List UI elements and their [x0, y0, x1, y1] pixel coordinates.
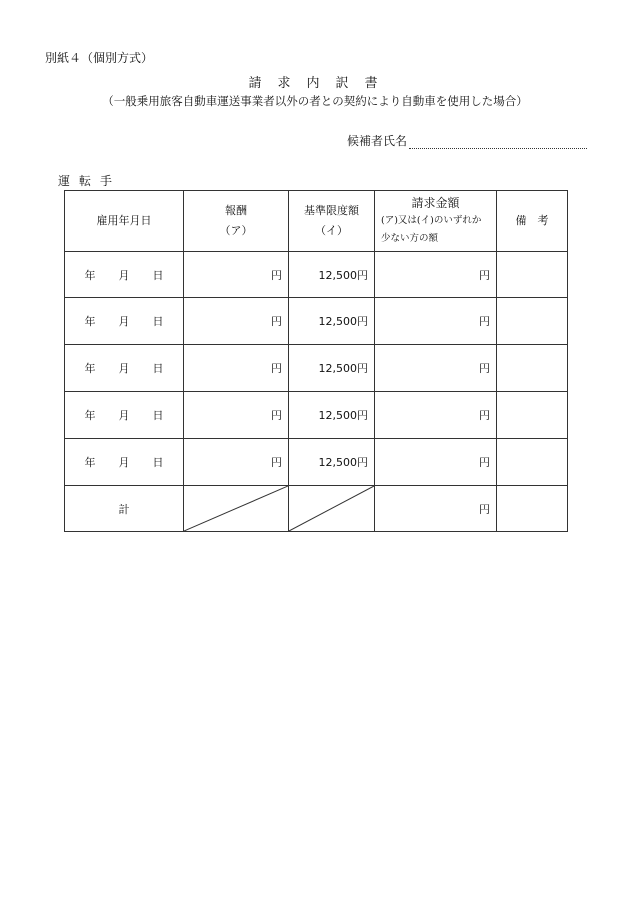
yen-unit: 円	[479, 268, 490, 282]
claim-amount-cell[interactable]	[375, 345, 497, 392]
limit-cell	[289, 439, 375, 486]
reward-cell[interactable]	[184, 345, 289, 392]
remarks-total-cell[interactable]	[497, 486, 568, 532]
month-unit: 月	[118, 362, 130, 375]
reward-total-slashed-cell	[184, 486, 289, 532]
day-unit: 日	[152, 456, 164, 469]
candidate-name-label: 候補者氏名	[347, 134, 408, 148]
table-row	[65, 298, 568, 345]
yen-unit: 円	[357, 268, 368, 282]
header-employment-date: 雇用年月日	[65, 191, 184, 252]
year-unit: 年	[84, 315, 96, 328]
limit-total-slashed-cell	[289, 486, 375, 532]
month-unit: 月	[118, 456, 130, 469]
reward-cell[interactable]	[184, 298, 289, 345]
candidate-name-line	[409, 138, 587, 149]
yen-unit: 円	[271, 315, 282, 328]
employment-date-cell[interactable]	[65, 252, 184, 298]
header-reward-sub: （ア）	[219, 224, 253, 237]
yen-unit: 円	[357, 409, 368, 422]
month-unit: 月	[118, 268, 130, 282]
yen-unit: 円	[357, 315, 368, 328]
yen-unit: 円	[271, 362, 282, 375]
header-limit	[289, 191, 375, 252]
candidate-name-field	[347, 132, 587, 149]
limit-cell	[289, 298, 375, 345]
reward-cell[interactable]	[184, 392, 289, 439]
driver-label: 運転手	[58, 174, 122, 188]
reward-cell[interactable]	[184, 252, 289, 298]
table-row	[65, 345, 568, 392]
yen-unit: 円	[479, 502, 490, 516]
remarks-cell[interactable]	[497, 439, 568, 486]
employment-date-cell[interactable]	[65, 298, 184, 345]
year-unit: 年	[84, 409, 96, 422]
header-claim-main: 請求金額	[411, 196, 460, 210]
day-unit: 日	[152, 362, 164, 375]
yen-unit: 円	[357, 456, 368, 469]
claim-breakdown-table	[64, 190, 568, 532]
total-row	[65, 486, 568, 532]
document-title: 請求内訳書	[248, 76, 394, 91]
limit-value: 12,500	[318, 456, 357, 469]
yen-unit: 円	[479, 456, 490, 469]
header-reward	[184, 191, 289, 252]
employment-date-cell[interactable]	[65, 439, 184, 486]
yen-unit: 円	[271, 268, 282, 282]
month-unit: 月	[118, 315, 130, 328]
header-remarks: 備 考	[497, 191, 568, 252]
yen-unit: 円	[479, 315, 490, 328]
day-unit: 日	[152, 268, 164, 282]
employment-date-cell[interactable]	[65, 345, 184, 392]
yen-unit: 円	[357, 362, 368, 375]
month-unit: 月	[118, 409, 130, 422]
form-label: 別紙４（個別方式）	[45, 51, 154, 65]
table-row	[65, 392, 568, 439]
claim-total-cell[interactable]	[375, 486, 497, 532]
claim-amount-cell[interactable]	[375, 439, 497, 486]
header-limit-main: 基準限度額	[304, 204, 359, 217]
header-claim-sub2: 少ない方の額	[381, 233, 439, 244]
yen-unit: 円	[479, 409, 490, 422]
day-unit: 日	[152, 409, 164, 422]
remarks-cell[interactable]	[497, 345, 568, 392]
reward-cell[interactable]	[184, 439, 289, 486]
year-unit: 年	[84, 456, 96, 469]
header-claim-sub1: (ア)又は(イ)のいずれか	[381, 215, 482, 226]
limit-cell	[289, 345, 375, 392]
day-unit: 日	[152, 315, 164, 328]
table-row	[65, 252, 568, 298]
limit-value: 12,500	[318, 315, 357, 328]
employment-date-cell[interactable]	[65, 392, 184, 439]
diagonal-slash	[289, 486, 374, 531]
header-claim-amount	[375, 191, 497, 252]
yen-unit: 円	[479, 362, 490, 375]
remarks-cell[interactable]	[497, 298, 568, 345]
header-reward-main: 報酬	[225, 204, 247, 217]
claim-amount-cell[interactable]	[375, 252, 497, 298]
total-label: 計	[65, 486, 184, 532]
diagonal-slash	[184, 486, 288, 531]
yen-unit: 円	[271, 409, 282, 422]
document-subtitle: （一般乗用旅客自動車運送事業者以外の者との契約により自動車を使用した場合）	[102, 94, 528, 108]
year-unit: 年	[84, 268, 96, 282]
limit-cell	[289, 392, 375, 439]
yen-unit: 円	[271, 456, 282, 469]
limit-value: 12,500	[318, 409, 357, 422]
remarks-cell[interactable]	[497, 392, 568, 439]
table-row	[65, 439, 568, 486]
limit-value: 12,500	[318, 268, 357, 282]
table-header-row	[65, 191, 568, 252]
limit-cell	[289, 252, 375, 298]
header-limit-sub: （イ）	[315, 224, 348, 237]
claim-amount-cell[interactable]	[375, 298, 497, 345]
claim-amount-cell[interactable]	[375, 392, 497, 439]
year-unit: 年	[84, 362, 96, 375]
limit-value: 12,500	[318, 362, 357, 375]
remarks-cell[interactable]	[497, 252, 568, 298]
